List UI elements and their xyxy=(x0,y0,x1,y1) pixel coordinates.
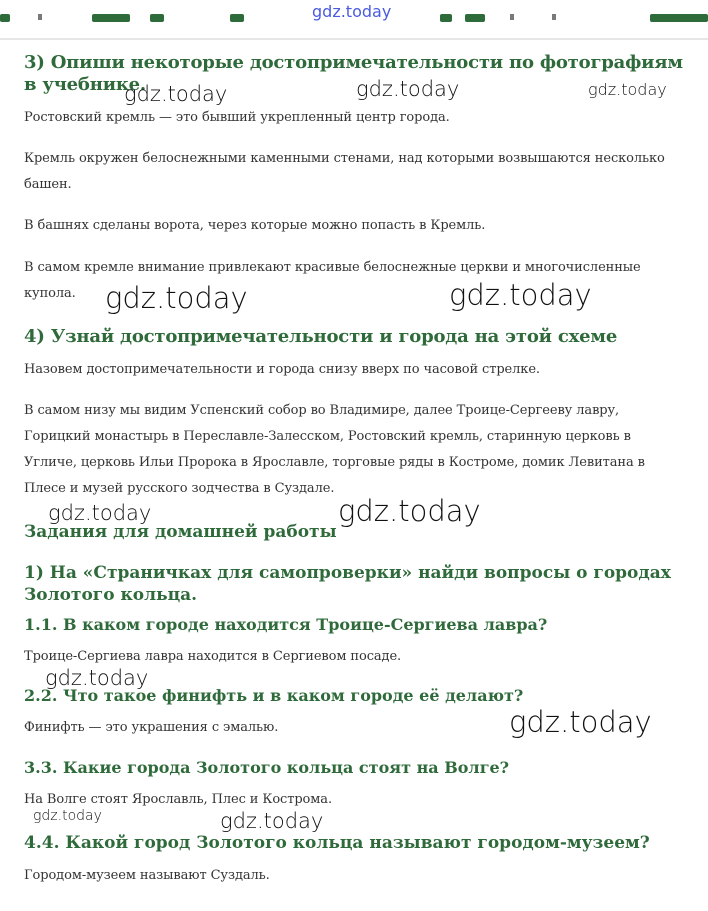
answer-text: Троице-Сергиева лавра находится в Сергиевом посаде. xyxy=(24,649,402,664)
watermark: gdz.today xyxy=(588,80,667,99)
watermark: gdz.today xyxy=(105,281,248,315)
site-header-label[interactable]: gdz.today xyxy=(312,2,392,21)
cropped-header-strip xyxy=(0,0,708,32)
header-fragment xyxy=(510,14,514,20)
watermark: gdz.today xyxy=(338,494,481,528)
question-heading: 2.2. Что такое финифть и в каком городе её делают? xyxy=(24,686,524,705)
section-3-paragraph: В башнях сделаны ворота, через которые можно попасть в Кремль. xyxy=(24,218,486,233)
answer-text: Финифть — это украшения с эмалью. xyxy=(24,720,279,735)
header-fragment xyxy=(150,14,164,22)
watermark: gdz.today xyxy=(33,808,102,824)
section-4-heading: 4) Узнай достопримечательности и города на этой схеме xyxy=(24,326,618,347)
question-heading: 4.4. Какой город Золотого кольца называют городом-музеем? xyxy=(24,833,650,853)
watermark: gdz.today xyxy=(124,82,228,106)
watermark: gdz.today xyxy=(509,705,652,739)
header-fragment xyxy=(92,14,130,22)
header-fragment xyxy=(230,14,244,22)
homework-heading: Задания для домашней работы xyxy=(24,522,337,542)
header-fragment xyxy=(650,14,708,22)
section-3-paragraph: Кремль окружен белоснежными каменными стенами, над которыми возвышаются несколько башен. xyxy=(24,151,665,192)
header-fragment xyxy=(465,14,485,22)
header-fragment xyxy=(552,14,556,20)
section-4-paragraph: В самом низу мы видим Успенский собор во Владимире, далее Троице-Сергееву лавру, Горицкий монастырь в Переславле-Залесском, Ростовский кремль, старинную церковь в Угличе, церковь Ильи Пророка в Ярославле, торговые ряды в Костроме, домик Левитана в Плесе и музей русского зодчества в Суздале. xyxy=(24,403,645,496)
question-heading: 3.3. Какие города Золотого кольца стоят на Волге? xyxy=(24,758,510,777)
watermark: gdz.today xyxy=(45,666,149,690)
section-4-paragraph: Назовем достопримечательности и города снизу вверх по часовой стрелке. xyxy=(24,362,540,377)
section-3-heading: 3) Опиши некоторые достопримечательности по фотографиям в учебнике. xyxy=(24,52,683,95)
watermark: gdz.today xyxy=(48,501,152,525)
answer-text: На Волге стоят Ярославль, Плес и Кострома. xyxy=(24,792,332,807)
header-divider xyxy=(0,38,708,40)
header-fragment xyxy=(440,14,452,22)
watermark: gdz.today xyxy=(449,278,592,312)
header-fragment xyxy=(0,14,10,22)
question-heading: 1.1. В каком городе находится Троице-Сергиева лавра? xyxy=(24,615,548,634)
section-3-paragraph: В самом кремле внимание привлекают красивые белоснежные церкви и многочисленные купола. xyxy=(24,260,641,301)
header-fragment xyxy=(38,14,42,20)
answer-text: Городом-музеем называют Суздаль. xyxy=(24,868,270,883)
homework-task-1: 1) На «Страничках для самопроверки» найди вопросы о городах Золотого кольца. xyxy=(24,563,671,605)
watermark: gdz.today xyxy=(356,77,460,101)
watermark: gdz.today xyxy=(220,809,324,833)
section-3-paragraph: Ростовский кремль — это бывший укрепленный центр города. xyxy=(24,110,450,125)
